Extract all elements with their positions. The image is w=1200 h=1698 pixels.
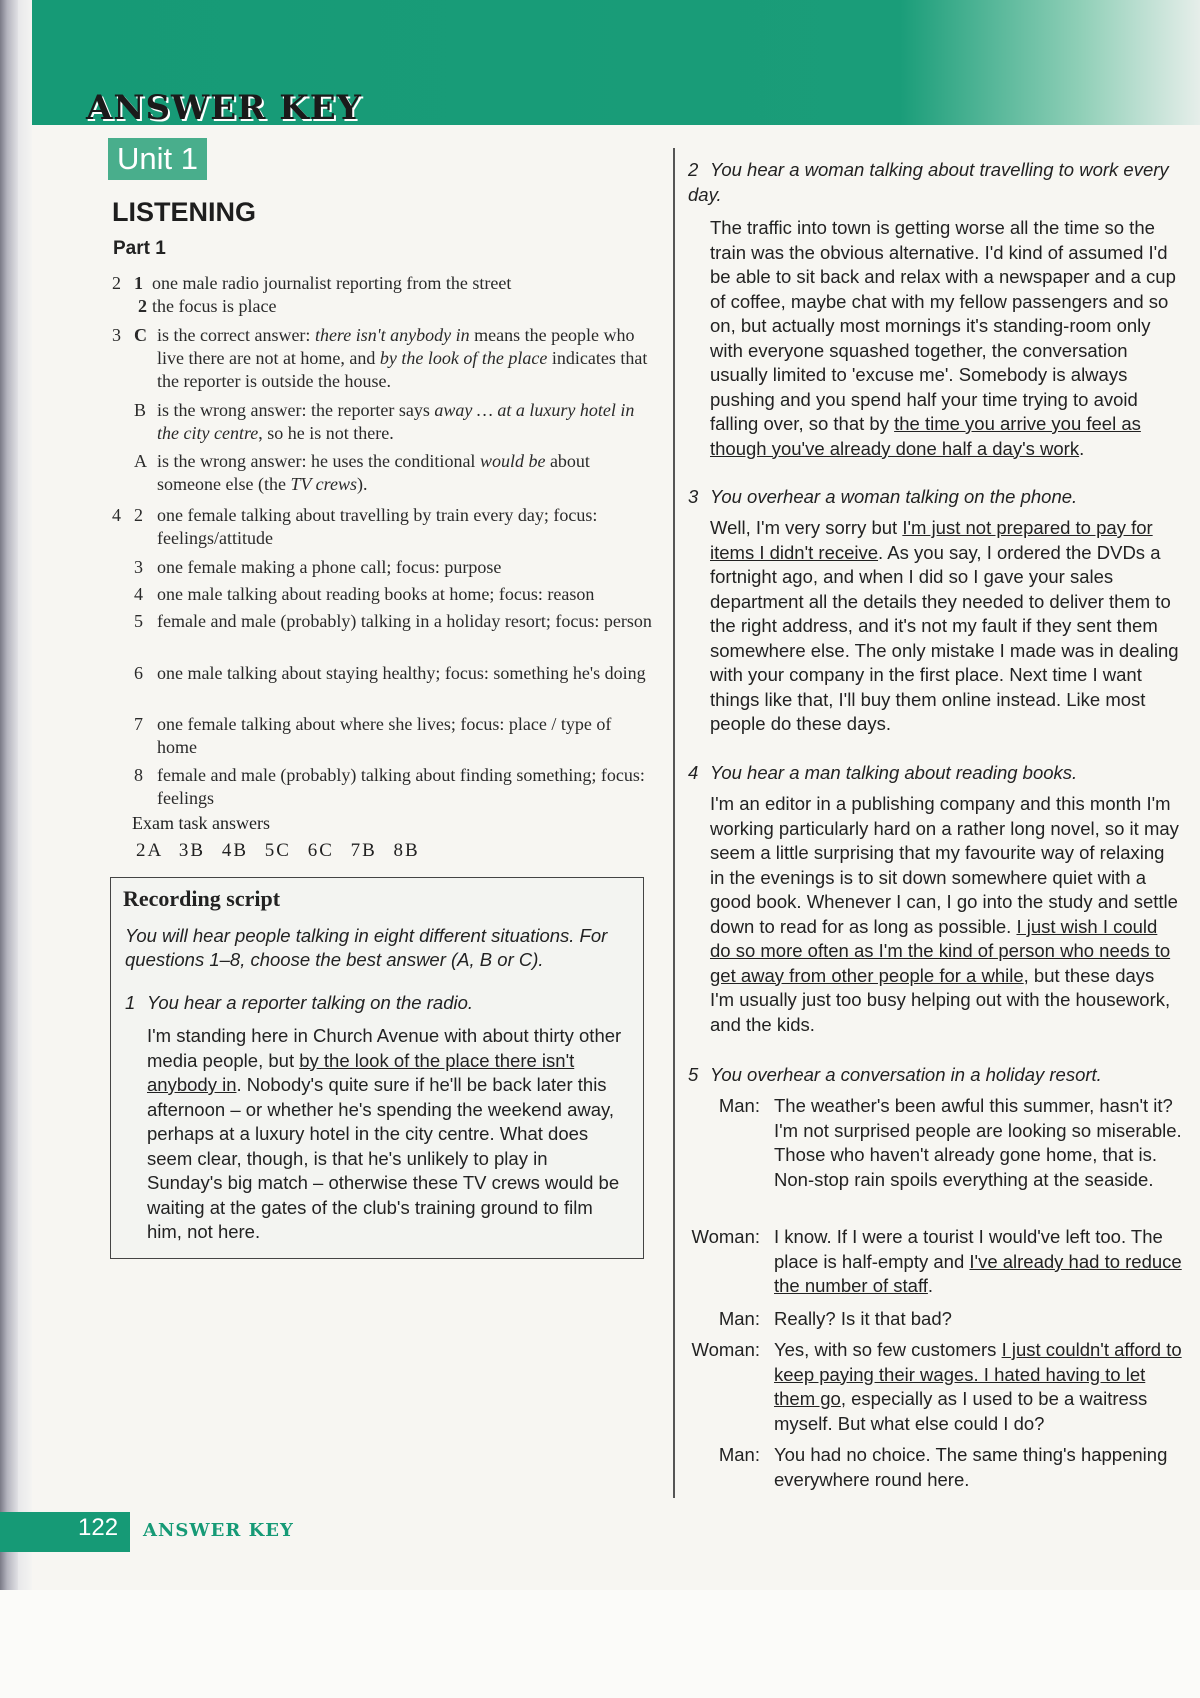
- exam-task-answers: 2A 3B 4B 5C 6C 7B 8B: [136, 840, 420, 861]
- transcript-3: Well, I'm very sorry but I'm just not prepared to pay for items I didn't receive. As you say, I ordered the DVDs a fortnight ago, and when I did so I gave your sales department all the details they needed to deliver them to the right address, and it's not my fault if they sent them somewhere else. The only mistake I made was in dealing with your company in the first place. Next time I want things like that, I'll buy them online instead. Like most people do these days.: [710, 517, 1179, 734]
- page: ANSWER KEY Unit 1 LISTENING Part 1 2 1 one male radio journalist reporting from the street 2 the focus is place 3 C is the correct answer: there isn't anybody in means the people who live there are not at home, and by the look of the place indicates that the reporter is outside the house. B is the wrong answer: the reporter says away … at a luxury hotel in the city centre, so he is not there. A is the wrong answer: he uses the conditional would be about someone else (the TV crews). 4 2 one female talking about travelling by train every day; focus: feelings/attitude 3 one female making a phone call; focus: purpose 4 one male talking about reading books at home; focus: reason 5 female and male (probably) talking in a holiday resort; focus: person 6 one male talking about staying healthy; focus: something he's doing 7 one female talking about where she lives; focus: place / type of home 8 female and male (probably) talking about finding something; focus: feelings Exam task answers 2A 3B 4B 5C 6C 7B 8B Recording script You will hear people talking in eight different situations. For questions 1–8, choose the best answer (A, B or C). 1 You hear a reporter talking on the radio. I'm standing here in Church Avenue with about thirty other media people, but by the look of the place there isn't anybody in. Nobody's quite sure if he'll be back later this afternoon – or whether he's spending the weekend away, perhaps at a luxury hotel in the city centre. What does seem clear, though, is that he's unlikely to play in Sunday's big match – otherwise these TV crews would be waiting at the gates of the club's training ground to film him, not here. 2 You hear a woman talking about travelling to work every day. The traffic into town is getting worse all the time so the train was the obvious alternative. I'd kind of assumed I'd be able to sit back and relax with a newspaper and a cup of coffee, maybe chat with my fellow passengers and so on, but actually most mornings it's standing-room only with everyone squashed together, the conversation usually limited to 'excuse me'. Somebody is always pushing and you spend half your time trying to avoid falling over, so that by the time you arrive you feel as though you've already done half a day's work. 3 You overhear a woman talking on the phone. Well, I'm very sorry but I'm just not prepared to pay for items I didn't receive. As you say, I ordered the DVDs a fortnight ago, and when I did so I gave your sales department all the details they needed to deliver them to the right address, and it's not my fault if they sent them somewhere else. The only mistake I made was in dealing with your company in the first place. Next time I want things like that, I'll buy them online instead. Like most people do these days. 4 You hear a man talking about reading books. I'm an editor in a publishing company and this month I'm working particularly hard on a rather long novel, so it may seem a little surprising that my favourite way of relaxing in the evenings is to sit down somewhere quiet with a good book. Whenever I can, I go into the study and settle down to read for as long as possible. I just wish I could do so more often as I'm the kind of person who needs to get away from other people for a while, but these days I'm usually just too busy helping out with the housework, and the kids. 5 You overhear a conversation in a holiday resort. Man: The weather's been awful this summer, hasn't it? I'm not surprised people are looking so miserable. Those who haven't already gone home, that is. Non-stop rain spoils everything at the seaside. Woman: I know. If I were a tourist I would've left too. The place is half-empty and I've already had to reduce the number of staff. Man: Really? Is it that bad? Woman: Yes, with so few customers I just couldn't afford to keep paying their wages. I hated having to let them go, especially as I used to be a waitress myself. But what else could I do? Man: You had no choice. The same thing's happening everywhere round here. 122 ANSWER KEY: [0, 0, 1200, 1590]
- page-edges: [18, 0, 32, 1590]
- footer-title: ANSWER KEY: [143, 1520, 294, 1541]
- page-number: 122: [78, 1514, 119, 1541]
- book-spine: [0, 0, 18, 1590]
- part-heading: Part 1: [113, 238, 166, 259]
- transcript-2: The traffic into town is getting worse all the time so the train was the obvious alternative. I'd kind of assumed I'd be able to sit back and relax with a newspaper and a cup of coffee, maybe chat with my fellow passengers and so on, but actually most mornings it's standing-room only with everyone squashed together, the conversation usually limited to 'excuse me'. Somebody is always pushing and you spend half your time trying to avoid falling over, so that by the time you arrive you feel as though you've already done half a day's work.: [710, 217, 1176, 459]
- question-prompt: 5 You overhear a conversation in a holiday resort.: [688, 1064, 1102, 1085]
- question-prompt: 3 You overhear a woman talking on the phone.: [688, 486, 1078, 507]
- recording-script-title: Recording script: [123, 886, 281, 911]
- speaker: Woman:: [691, 1226, 760, 1247]
- scan-background: [0, 1590, 1200, 1698]
- transcript-1: I'm standing here in Church Avenue with about thirty other media people, but by the look of the place there isn't anybody in. Nobody's quite sure if he'll be back later this afternoon – or whether he's spending the weekend away, perhaps at a luxury hotel in the city centre. What does seem clear, though, is that he's unlikely to play in Sunday's big match – otherwise these TV crews would be waiting at the gates of the club's training ground to film him, not here.: [147, 1025, 622, 1242]
- question-prompt: 4 You hear a man talking about reading books.: [688, 762, 1078, 783]
- speaker: Woman:: [691, 1339, 760, 1360]
- transcript-4: I'm an editor in a publishing company and this month I'm working particularly hard on a rather long novel, so it may seem a little surprising that my favourite way of relaxing in the evenings is to sit down somewhere quiet with a good book. Whenever I can, I go into the study and settle down to read for as long as possible. I just wish I could do so more often as I'm the kind of person who needs to get away from other people for a while, but these days I'm usually just too busy helping out with the housework, and the kids.: [710, 793, 1179, 1035]
- section-heading: LISTENING: [112, 197, 257, 227]
- question-prompt: 1 You hear a reporter talking on the radio.: [125, 992, 474, 1013]
- column-divider: [673, 148, 675, 1498]
- speaker: Man:: [718, 1308, 760, 1329]
- unit-badge: Unit 1: [108, 138, 207, 180]
- speaker: Man:: [718, 1444, 760, 1465]
- question-prompt: 2 You hear a woman talking about travelling to work every day.: [688, 159, 1169, 205]
- speaker: Man:: [718, 1095, 760, 1116]
- recording-instructions: You will hear people talking in eight different situations. For questions 1–8, choose the best answer (A, B or C).: [125, 925, 608, 970]
- page-title: ANSWER KEY: [86, 88, 362, 128]
- exam-task-label: Exam task answers: [132, 813, 270, 833]
- recording-script-box: [110, 877, 644, 1259]
